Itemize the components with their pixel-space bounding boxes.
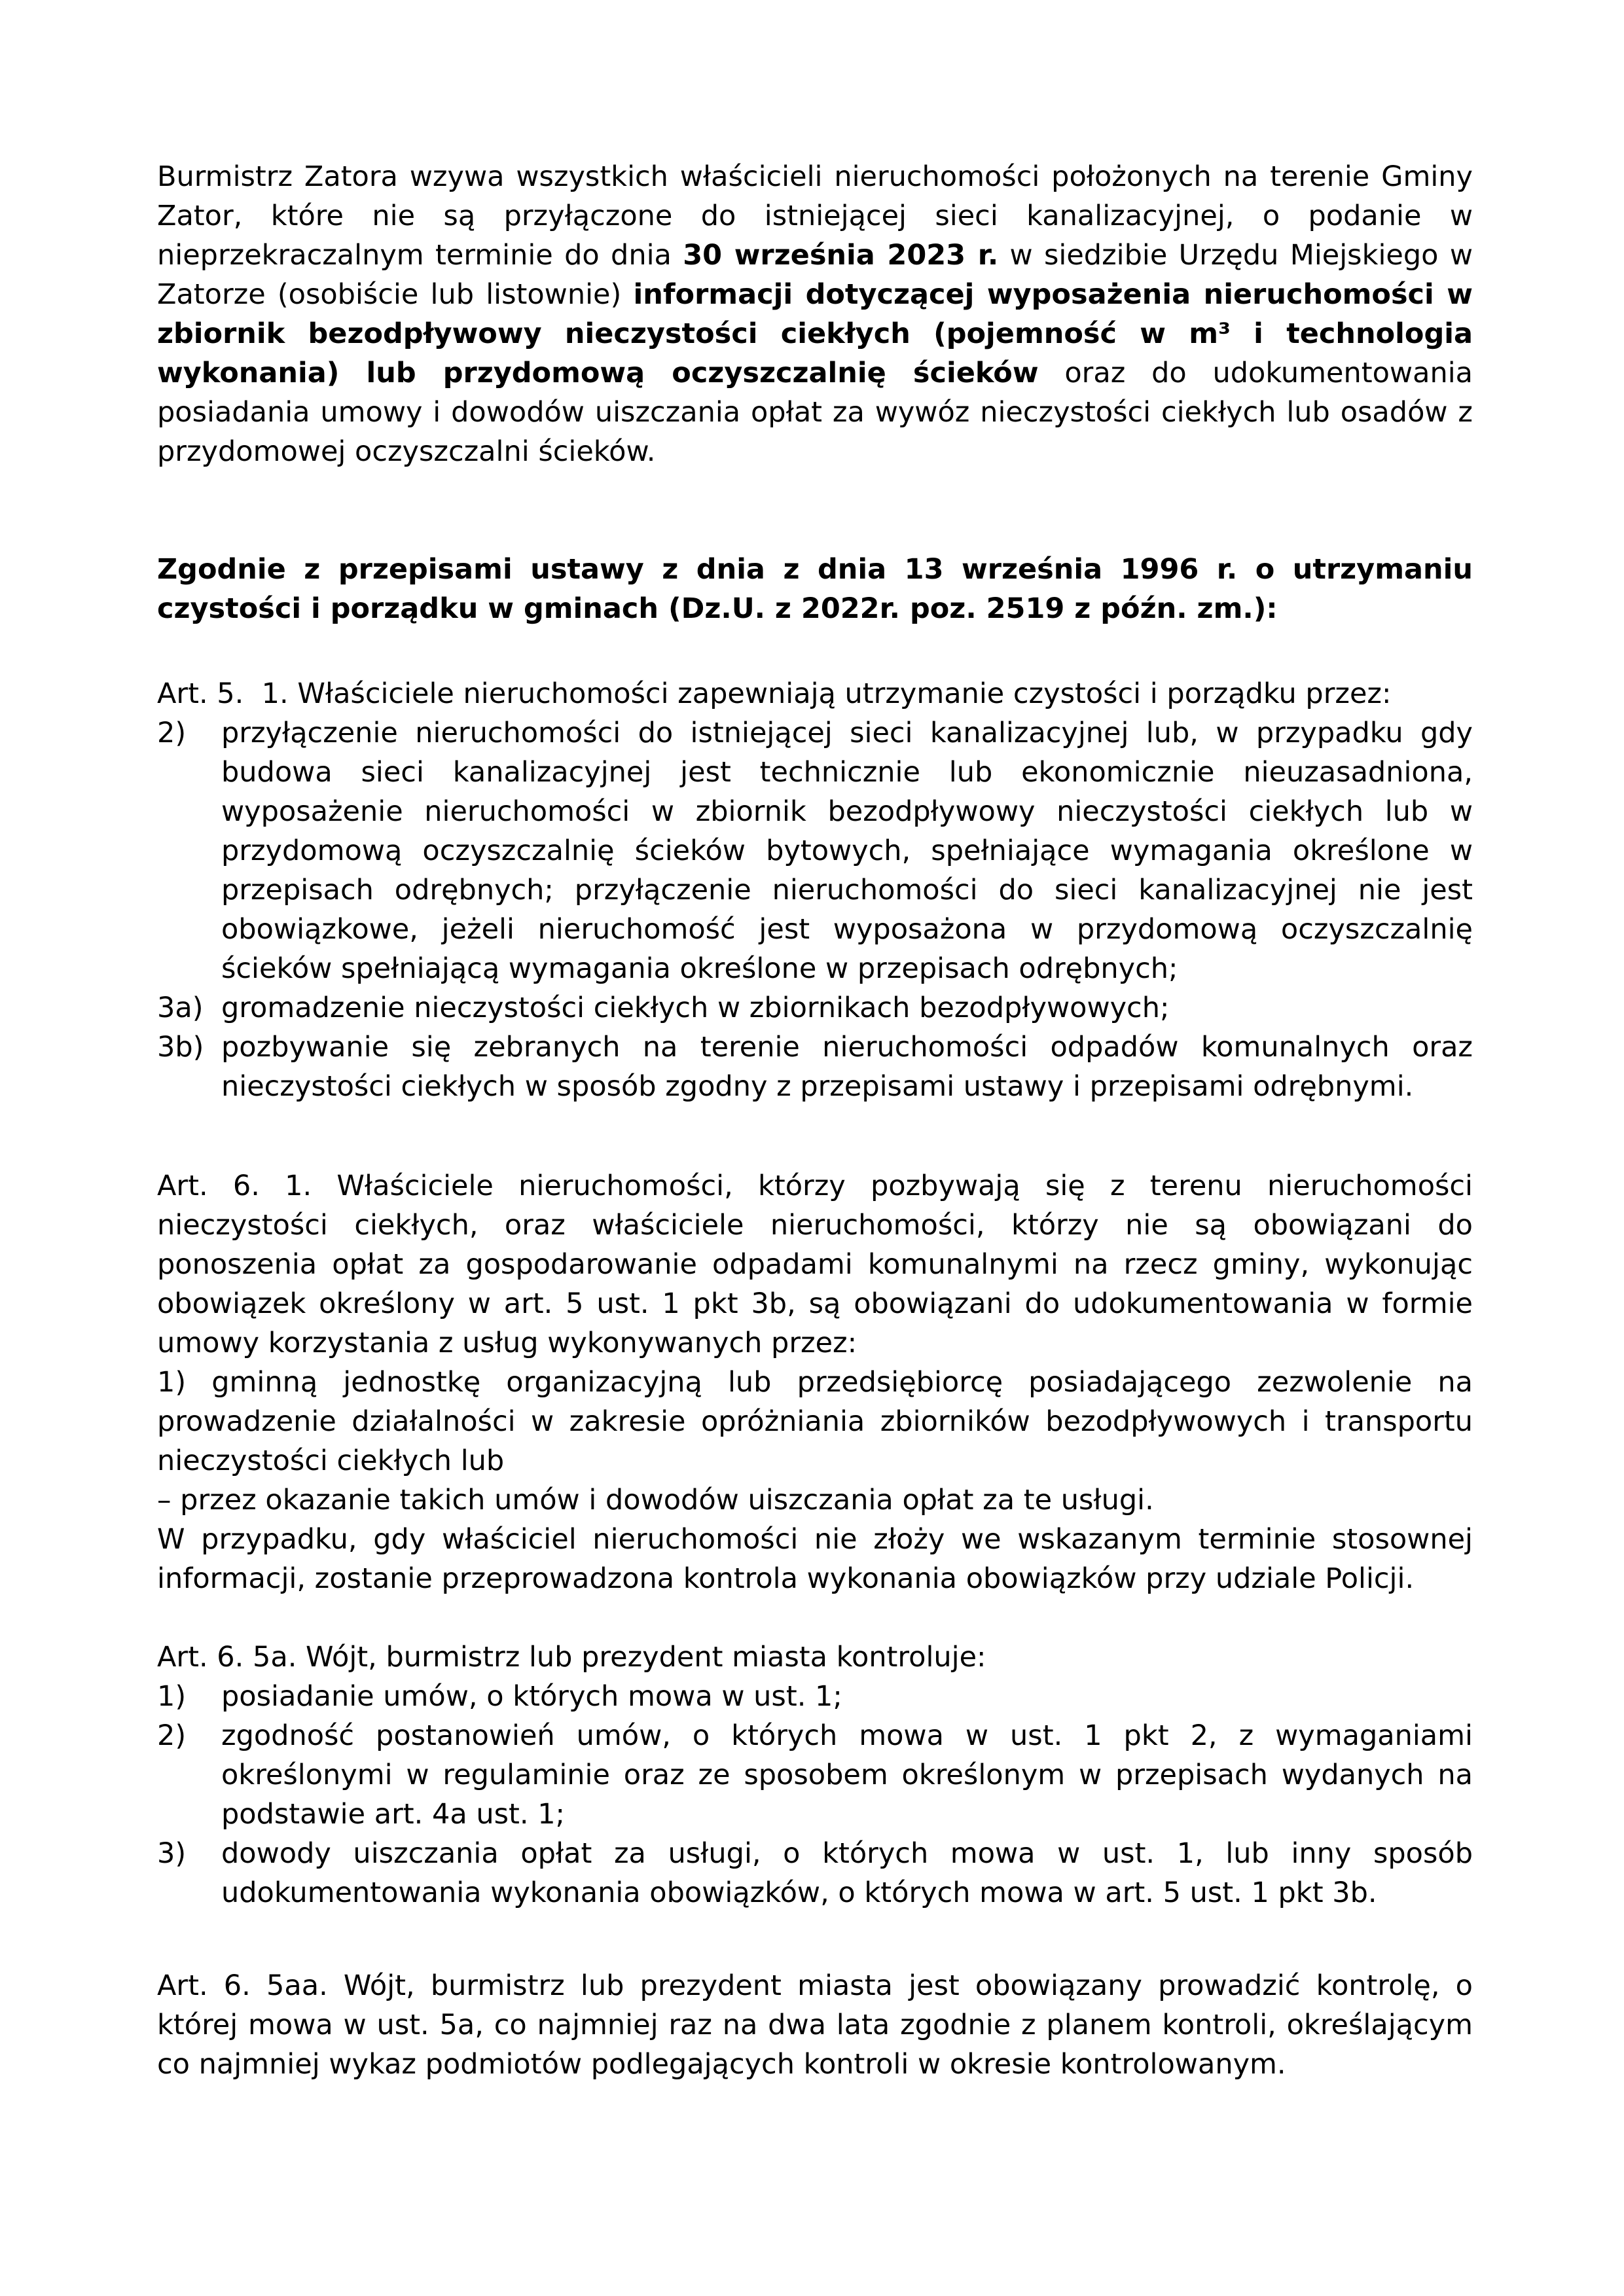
intro-text-3: oraz do udokumentowania posiadania umowy i dowodów uiszczania opłat za wywóz nieczystości ciekłych lub osadów z przydomowej oczyszczalni ścieków. [157,357,1473,468]
art6-5aa-paragraph: Art. 6. 5aa. Wójt, burmistrz lub prezydent miasta jest obowiązany prowadzić kontrolę, o której mowa w ust. 5a, co najmniej raz na dwa lata zgodnie z planem kontroli, określającym co najmniej wykaz podmiotów podlegających kontroli w okresie kontrolowanym. [157,1969,1473,2081]
deadline-date: 30 września 2023 r. [683,239,999,272]
list-marker: 3b) [157,1031,204,1064]
art6-1-dash-clause: – przez okazanie takich umów i dowodów uiszczania opłat za te usługi. [157,1484,1154,1516]
art6-5a-item-3 [157,1834,1473,1912]
art6-5a-item-1 [157,1677,1473,1716]
art6-5a-intro: Art. 6. 5a. Wójt, burmistrz lub prezydent miasta kontroluje: [157,1641,986,1674]
intro-text-2: w siedzibie Urzędu Miejskiego w Zatorze (osobiście lub listownie) [157,239,1473,311]
list-item-text: posiadanie umów, o których mowa w ust. 1; [221,1680,842,1713]
art6-1-paragraph: Art. 6. 1. Właściciele nieruchomości, którzy pozbywają się z terenu nieruchomości nieczystości ciekłych, oraz właściciele nieruchomości, którzy nie są obowiązani do ponoszenia opłat za gospodarowanie odpadami komunalnymi na rzecz gminy, wykonując obowiązek określony w art. 5 ust. 1 pkt 3b, są obowiązani do udokumentowania w formie umowy korzystania z usług wykonywanych przez: [157,1170,1473,1359]
list-item-text: dowody uiszczania opłat za usługi, o których mowa w ust. 1, lub inny sposób udokumentowania wykonania obowiązków, o których mowa w art. 5 ust. 1 pkt 3b. [221,1837,1473,1909]
intro-paragraph [157,157,1473,471]
art5-item-2 [157,713,1473,988]
list-marker: 3a) [157,992,204,1024]
intro-text-1: Burmistrz Zatora wzywa wszystkich właścicieli nieruchomości położonych na terenie Gminy Zator, które nie są przyłączone do istniejącej sieci kanalizacyjnej, o podanie w nieprzekraczalnym terminie do dnia [157,160,1473,272]
list-marker: 1) [157,1680,187,1713]
list-item-text: gromadzenie nieczystości ciekłych w zbiornikach bezodpływowych; [221,992,1170,1024]
legal-basis-heading: Zgodnie z przepisami ustawy z dnia z dnia 13 września 1996 r. o utrzymaniu czystości i porządku w gminach (Dz.U. z 2022r. poz. 2519 z późn. zm.): [157,553,1473,625]
art5-item-3a [157,988,1473,1028]
art6-1-point-1: 1) gminną jednostkę organizacyjną lub przedsiębiorcę posiadającego zezwolenie na prowadzenie działalności w zakresie opróżniania zbiorników bezodpływowych i transportu nieczystości ciekłych lub [157,1366,1473,1477]
list-marker: 2) [157,1719,187,1752]
list-marker: 2) [157,717,187,749]
list-item-text: zgodność postanowień umów, o których mowa w ust. 1 pkt 2, z wymaganiami określonymi w regulaminie oraz ze sposobem określonym w przepisach wydanych na podstawie art. 4a ust. 1; [221,1719,1473,1831]
art5-item-3b [157,1028,1473,1106]
art6-5a-item-2 [157,1716,1473,1834]
art5-intro: Art. 5. 1. Właściciele nieruchomości zapewniają utrzymanie czystości i porządku przez: [157,677,1392,710]
required-information: informacji dotyczącej wyposażenia nieruchomości w zbiornik bezodpływowy nieczystości ciekłych (pojemność w m³ i technologia wykonania) lub przydomową oczyszczalnię ścieków [157,278,1473,389]
list-marker: 3) [157,1837,187,1870]
art6-1-warning: W przypadku, gdy właściciel nieruchomości nie złoży we wskazanym terminie stosownej informacji, zostanie przeprowadzona kontrola wykonania obowiązków przy udziale Policji. [157,1523,1473,1595]
list-item-text: pozbywanie się zebranych na terenie nieruchomości odpadów komunalnych oraz nieczystości ciekłych w sposób zgodny z przepisami ustawy i przepisami odrębnymi. [221,1031,1473,1103]
list-item-text: przyłączenie nieruchomości do istniejącej sieci kanalizacyjnej lub, w przypadku gdy budowa sieci kanalizacyjnej jest technicznie lub ekonomicznie nieuzasadniona, wyposażenie nieruchomości w zbiornik bezodpływowy nieczystości ciekłych lub w przydomową oczyszczalnię ścieków bytowych, spełniające wymagania określone w przepisach odrębnych; przyłączenie nieruchomości do sieci kanalizacyjnej nie jest obowiązkowe, jeżeli nieruchomość jest wyposażona w przydomową oczyszczalnię ścieków spełniającą wymagania określone w przepisach odrębnych; [221,717,1473,985]
